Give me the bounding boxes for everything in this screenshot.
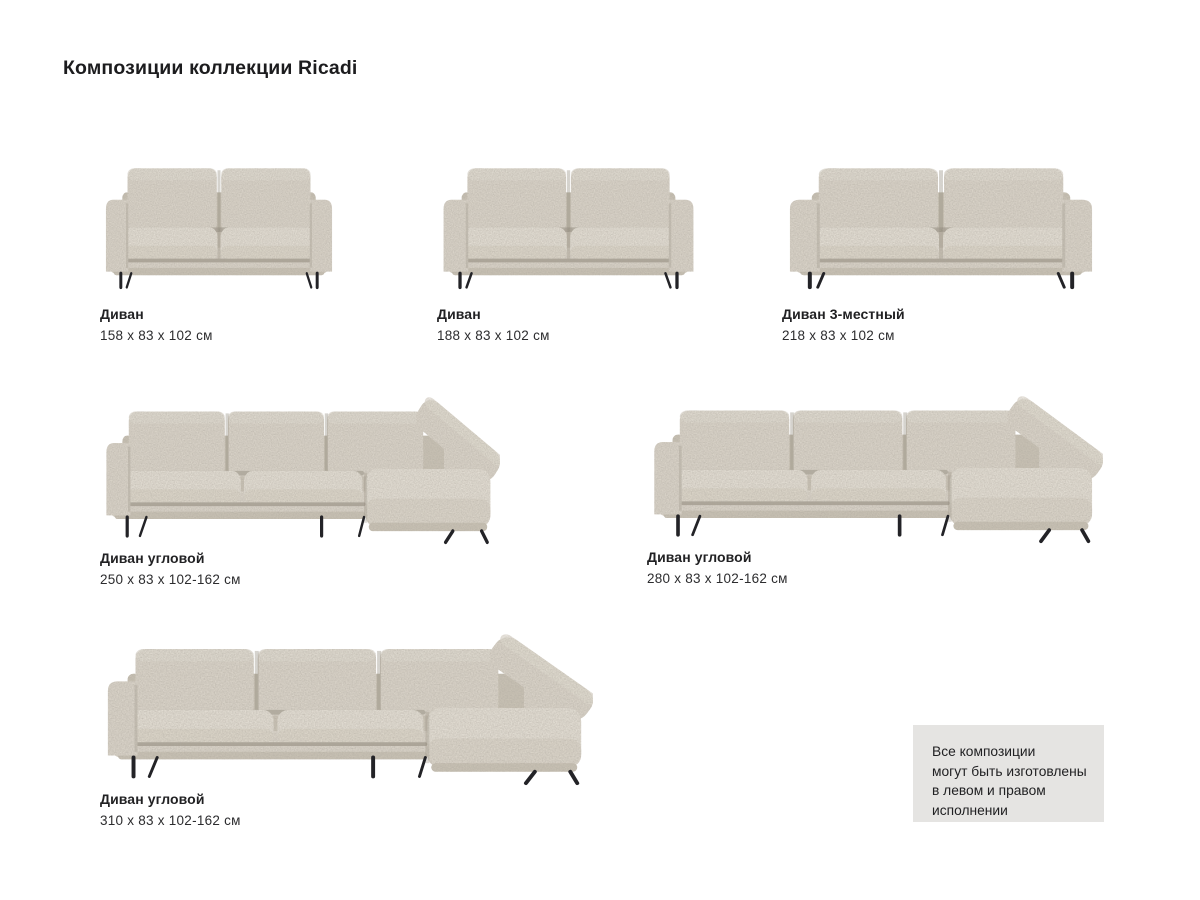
sofa-illustration <box>100 630 593 786</box>
product-item <box>647 392 1103 587</box>
product-dimensions: 218 x 83 x 102 см <box>782 328 895 343</box>
product-name: Диван 3-местный <box>782 306 905 322</box>
product-dimensions: 188 x 83 x 102 см <box>437 328 550 343</box>
sofa-illustration <box>647 392 1103 544</box>
sofa-illustration <box>100 393 500 545</box>
product-name: Диван <box>437 306 481 322</box>
product-name: Диван <box>100 306 144 322</box>
product-item <box>437 150 700 344</box>
sofa-illustration <box>782 150 1100 290</box>
note-text: Все композиции могут быть изготовлены в левом и правом исполнении <box>932 744 1087 818</box>
product-item <box>100 393 500 588</box>
sofa-illustration <box>100 150 338 290</box>
product-dimensions: 280 x 83 x 102-162 см <box>647 571 788 586</box>
note-box <box>913 725 1104 822</box>
product-name: Диван угловой <box>647 549 752 565</box>
product-dimensions: 158 x 83 x 102 см <box>100 328 213 343</box>
product-item <box>100 630 593 829</box>
product-item <box>782 150 1100 344</box>
product-item <box>100 150 338 344</box>
product-name: Диван угловой <box>100 791 205 807</box>
page-title: Композиции коллекции Ricadi <box>63 57 358 80</box>
product-name: Диван угловой <box>100 550 205 566</box>
product-dimensions: 250 x 83 x 102-162 см <box>100 572 241 587</box>
product-dimensions: 310 x 83 x 102-162 см <box>100 813 241 828</box>
sofa-illustration <box>437 150 700 290</box>
